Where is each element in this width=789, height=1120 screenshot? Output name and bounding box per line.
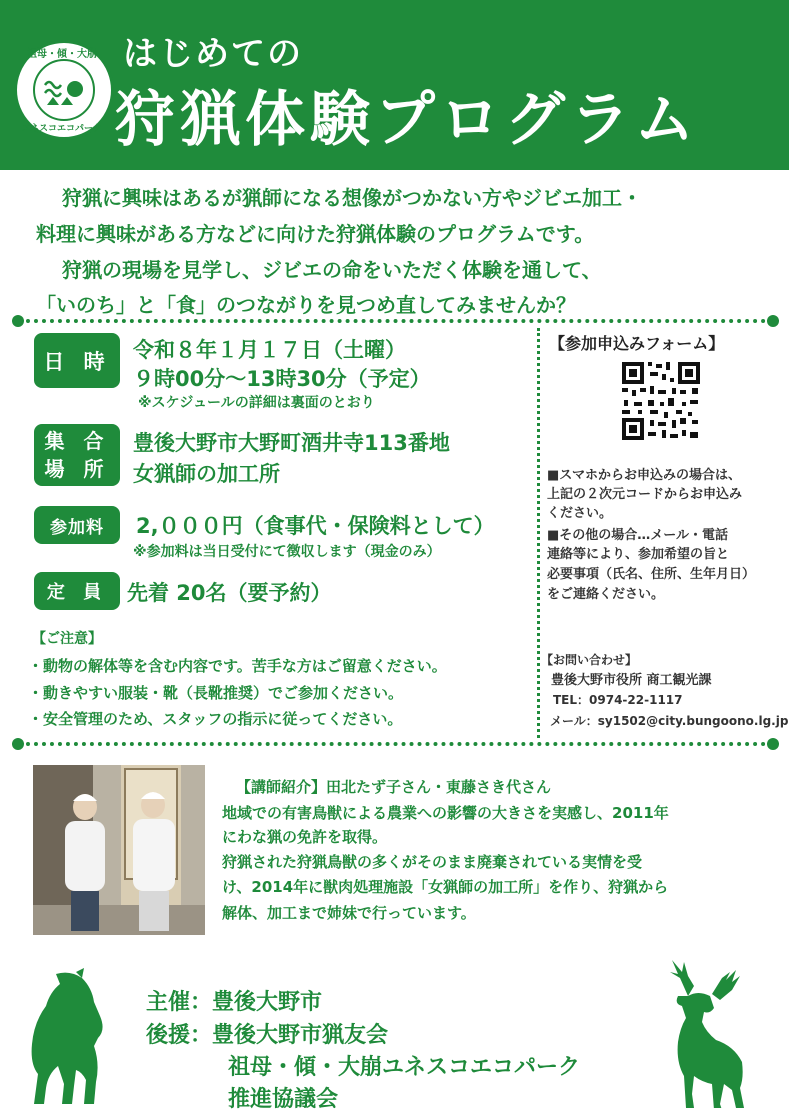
divider-dot bbox=[12, 738, 24, 750]
form-text-line: 連絡等により、参加希望の旨と bbox=[547, 547, 730, 562]
place-label bbox=[34, 424, 120, 486]
fee-note: ※参加料は当日受付にて徴収します（現金のみ） bbox=[133, 544, 441, 560]
instructor-line: 地域での有害鳥獣による農業への影響の大きさを実感し、2011年 bbox=[222, 804, 669, 822]
contact-title: 【お問い合わせ】 bbox=[541, 653, 638, 667]
form-text-line: 上記の２次元コードからお申込み bbox=[547, 487, 743, 502]
place-label-line-2: 場 所 bbox=[44, 457, 110, 481]
intro-line-1: 狩猟に興味はあるが猟師になる想像がつかない方やジビエ加工・ bbox=[62, 186, 642, 210]
instructors-photo bbox=[33, 765, 205, 935]
divider-dot bbox=[12, 315, 24, 327]
qr-code-icon[interactable] bbox=[620, 360, 702, 442]
intro-line-3: 狩猟の現場を見学し、ジビエの命をいただく体験を通して、 bbox=[62, 258, 602, 282]
instructor-line: 解体、加工まで姉妹で行っています。 bbox=[222, 904, 476, 922]
form-text-line: ■その他の場合…メール・電話 bbox=[547, 528, 729, 543]
place-label-line-1: 集 合 bbox=[44, 429, 110, 453]
form-title: 【参加申込みフォーム】 bbox=[549, 334, 725, 353]
instructor-title: 【講師紹介】田北たず子さん・東藤さき代さん bbox=[236, 778, 552, 796]
logo-arc-bottom: ユネスコエコパーク bbox=[21, 124, 103, 134]
logo-arc-top: 祖母・傾・大崩 bbox=[27, 49, 97, 60]
sponsor-support-3: 推進協議会 bbox=[228, 1087, 339, 1112]
date-note: ※スケジュールの詳細は裏面のとおり bbox=[138, 395, 375, 411]
contact-email[interactable]: メール：sy1502@city.bungoono.lg.jp bbox=[550, 714, 789, 728]
capacity-label: 定 員 bbox=[34, 572, 120, 610]
form-text-line: ください。 bbox=[547, 506, 613, 521]
caution-item: ・動物の解体等を含む内容です。苦手な方はご留意ください。 bbox=[28, 657, 447, 675]
sponsor-host: 主催：豊後大野市 bbox=[146, 990, 323, 1015]
sponsor-support-1: 後援：豊後大野市猟友会 bbox=[146, 1023, 389, 1048]
sponsor-support-2: 祖母・傾・大崩ユネスコエコパーク bbox=[228, 1055, 581, 1080]
page-title: 狩猟体験プログラム bbox=[115, 85, 700, 155]
title-small: はじめての bbox=[123, 34, 303, 74]
date-label: 日 時 bbox=[34, 333, 120, 388]
instructor-line: 狩猟された狩猟鳥獣の多くがそのまま廃棄されている実情を受 bbox=[222, 853, 643, 871]
form-text-line: をご連絡ください。 bbox=[547, 587, 665, 602]
date-line-2: ９時00分～13時30分（予定） bbox=[133, 367, 431, 391]
divider-dot bbox=[767, 315, 779, 327]
form-text-line: 必要事項（氏名、住所、生年月日） bbox=[547, 567, 756, 582]
instructor-line: け、2014年に獣肉処理施設「女猟師の加工所」を作り、狩猟から bbox=[222, 878, 669, 896]
divider-dot bbox=[767, 738, 779, 750]
divider-bottom bbox=[26, 742, 766, 746]
capacity-line: 先着 20名（要予約） bbox=[127, 581, 332, 605]
divider-vertical bbox=[537, 328, 540, 738]
deer-icon bbox=[658, 956, 770, 1108]
place-line-1: 豊後大野市大野町酒井寺113番地 bbox=[133, 431, 450, 455]
instructor-line: にわな猟の免許を取得。 bbox=[222, 828, 388, 846]
ecopark-logo bbox=[14, 40, 114, 140]
divider-top bbox=[26, 319, 766, 323]
contact-office: 豊後大野市役所 商工観光課 bbox=[551, 673, 712, 688]
intro-line-2: 料理に興味がある方などに向けた狩猟体験のプログラムです。 bbox=[36, 222, 595, 246]
place-line-2: 女猟師の加工所 bbox=[133, 462, 280, 486]
intro-line-4: 「いのち」と「食」のつながりを見つめ直してみませんか？ bbox=[36, 293, 576, 317]
fee-line: 2,０００円（食事代・保険料として） bbox=[136, 514, 495, 538]
caution-item: ・動きやすい服装・靴（長靴推奨）でご参加ください。 bbox=[28, 684, 404, 702]
contact-tel[interactable]: TEL：0974-22-1117 bbox=[553, 693, 683, 707]
caution-item: ・安全管理のため、スタッフの指示に従ってください。 bbox=[28, 710, 403, 728]
form-text-line: ■スマホからお申込みの場合は、 bbox=[547, 468, 742, 483]
boar-icon bbox=[16, 968, 112, 1108]
caution-title: 【ご注意】 bbox=[32, 631, 102, 647]
fee-label: 参加料 bbox=[34, 506, 120, 544]
date-line-1: 令和８年１月１７日（土曜） bbox=[133, 338, 406, 362]
